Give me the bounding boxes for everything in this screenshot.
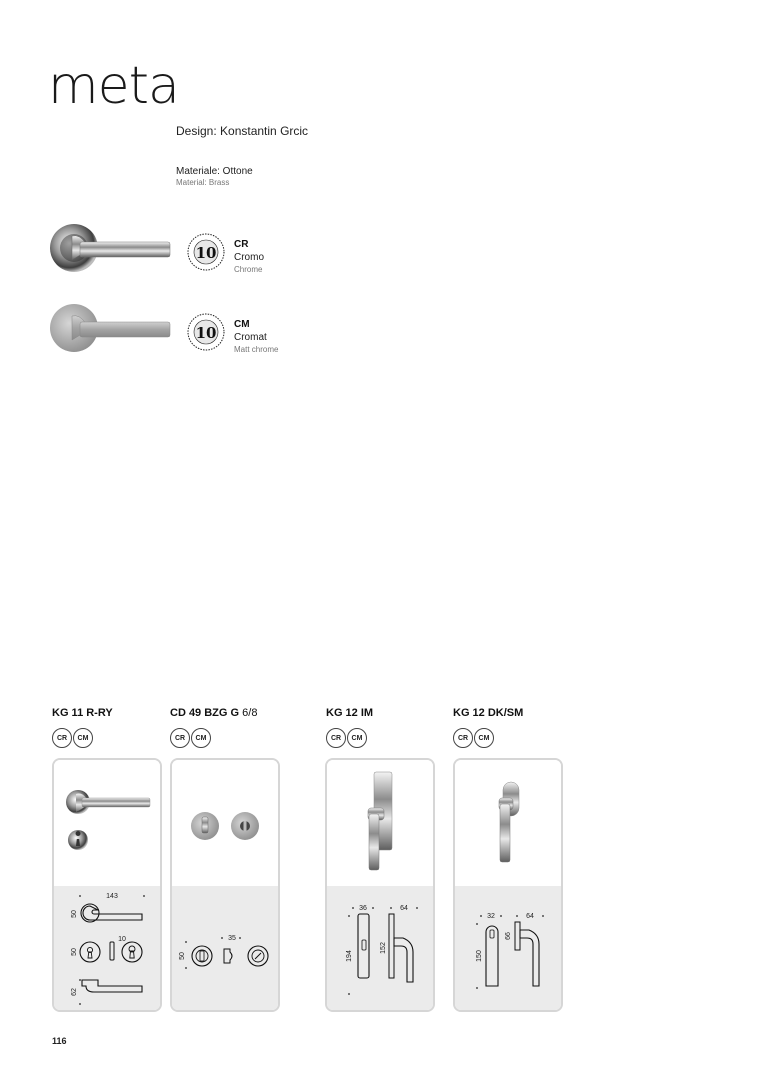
svg-text:10: 10: [118, 936, 126, 943]
finish-badges: [170, 728, 211, 748]
product-card: [52, 758, 162, 1012]
dimension-drawing: [327, 886, 433, 1010]
product-photo: [327, 760, 433, 886]
svg-text:64: 64: [400, 905, 408, 912]
svg-text:10: 10: [195, 324, 217, 342]
handle-chrome-image: [50, 222, 174, 274]
product-code: CD 49 BZG G 6/8: [170, 707, 258, 719]
product-card: [453, 758, 563, 1012]
material-english: Material: Brass: [176, 178, 230, 187]
svg-text:32: 32: [487, 913, 495, 920]
finish-badge-cr: CR: [453, 728, 473, 748]
designer-credit: Design: Konstantin Grcic: [176, 124, 309, 138]
finish-badge-cm: CM: [73, 728, 93, 748]
page-title: meta: [48, 56, 179, 116]
product-photo: [455, 760, 561, 886]
finish-name-en-cr: Chrome: [234, 265, 263, 274]
finish-badge-cm: CM: [347, 728, 367, 748]
product-photo: [172, 760, 278, 886]
finish-badges: [326, 728, 367, 748]
finish-badge-cr: CR: [170, 728, 190, 748]
finish-code-cm: CM: [234, 319, 250, 330]
finish-name-en-cm: Matt chrome: [234, 345, 279, 354]
svg-text:35: 35: [228, 935, 236, 942]
svg-text:50: 50: [71, 910, 78, 918]
svg-text:152: 152: [380, 942, 387, 954]
finish-name-it-cr: Cromo: [234, 252, 265, 263]
product-code: KG 12 DK/SM: [453, 707, 524, 719]
page-number: 116: [52, 1036, 67, 1046]
svg-text:66: 66: [505, 932, 512, 940]
svg-text:194: 194: [346, 950, 353, 962]
material-italian: Materiale: Ottone: [176, 166, 253, 177]
svg-text:62: 62: [71, 988, 78, 996]
product-card: [325, 758, 435, 1012]
technical-drawing: [327, 886, 433, 1010]
finish-badge-cm: CM: [191, 728, 211, 748]
warranty-10-icon: [186, 232, 226, 272]
window-handle-image: [327, 760, 433, 886]
handle-matt-chrome-image: [50, 302, 174, 354]
product-code: KG 12 IM: [326, 707, 374, 719]
product-card: [170, 758, 280, 1012]
lever-handle-image: [54, 760, 160, 886]
warranty-10-icon: [186, 312, 226, 352]
svg-text:50: 50: [179, 952, 186, 960]
finish-badge-cm: CM: [474, 728, 494, 748]
window-handle-image: [455, 760, 561, 886]
dimension-drawing: [54, 886, 160, 1010]
finish-badge-cr: CR: [326, 728, 346, 748]
svg-text:36: 36: [359, 905, 367, 912]
technical-drawing: [172, 886, 278, 1010]
technical-drawing: [455, 886, 561, 1010]
finish-badges: [52, 728, 93, 748]
product-code: KG 11 R-RY: [52, 707, 113, 719]
technical-drawing: [54, 886, 160, 1010]
svg-text:10: 10: [195, 244, 217, 262]
svg-text:150: 150: [476, 950, 483, 962]
finish-name-it-cm: Cromat: [234, 332, 267, 343]
dimension-drawing: [455, 886, 561, 1010]
svg-text:143: 143: [106, 893, 118, 900]
privacy-set-image: [172, 760, 278, 886]
svg-text:50: 50: [71, 948, 78, 956]
finish-code-cr: CR: [234, 239, 249, 250]
svg-text:64: 64: [526, 913, 534, 920]
dimension-drawing: [172, 886, 278, 1010]
finish-badge-cr: CR: [52, 728, 72, 748]
finish-badges: [453, 728, 494, 748]
product-photo: [54, 760, 160, 886]
